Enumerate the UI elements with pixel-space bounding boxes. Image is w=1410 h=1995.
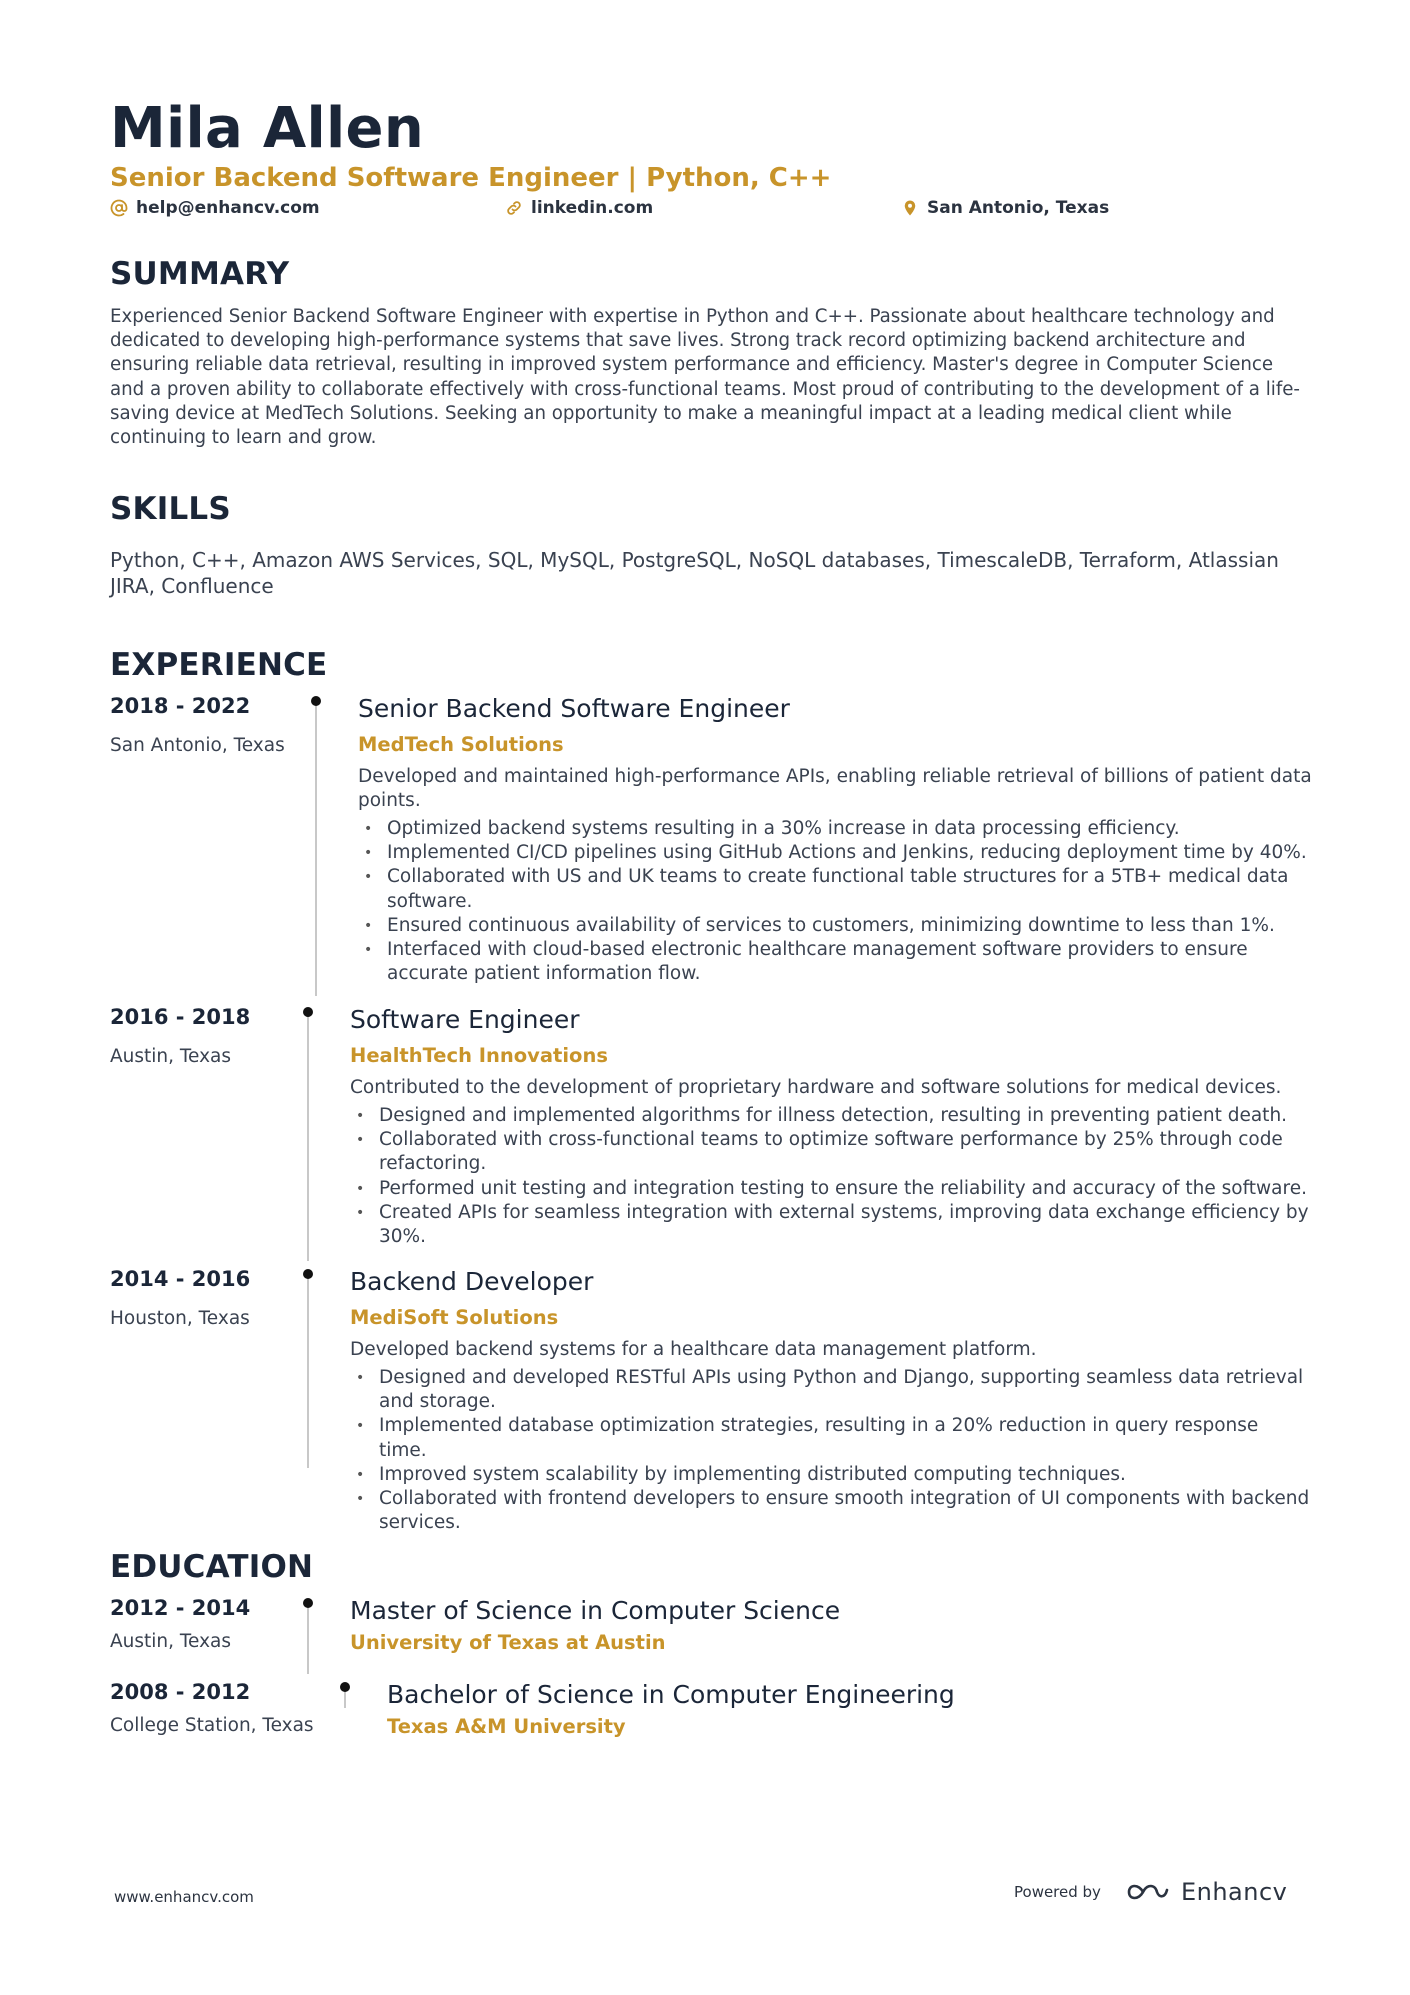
- timeline-line: [307, 1011, 309, 1261]
- education-heading: EDUCATION: [110, 1549, 314, 1585]
- experience-heading: EXPERIENCE: [110, 647, 328, 683]
- timeline-line: [315, 700, 317, 996]
- job-location: San Antonio, Texas: [110, 735, 285, 756]
- bullet-item: • Ensured continuous availability of services to customers, minimizing downtime to less than 1%.: [364, 914, 1275, 936]
- bullet-item: • Designed and implemented algorithms for illness detection, resulting in preventing patient death.: [356, 1105, 1288, 1126]
- bullet-item: • Collaborated with frontend developers to ensure smooth integration of UI components with backend services.: [356, 1488, 1310, 1534]
- job-bullets: [350, 1104, 1310, 1249]
- job-bullets: [350, 1366, 1310, 1535]
- degree-title: Bachelor of Science in Computer Engineering: [387, 1680, 955, 1709]
- website-text[interactable]: linkedin.com: [531, 198, 654, 218]
- bullet-text: Improved system scalability by implementing distributed computing techniques.: [379, 1463, 1126, 1485]
- bullet-item: • Collaborated with US and UK teams to create functional table structures for a 5TB+ medical data software.: [364, 866, 1289, 912]
- company-name: HealthTech Innovations: [350, 1044, 608, 1067]
- skills-text: Python, C++, Amazon AWS Services, SQL, MySQL, PostgreSQL, NoSQL databases, TimescaleDB, Terraform, Atlassian JIRA, Confluence: [110, 548, 1279, 598]
- email-text[interactable]: help@enhancv.com: [136, 198, 320, 218]
- at-sign-icon: [110, 199, 128, 217]
- job-location: Austin, Texas: [110, 1046, 232, 1067]
- contact-website[interactable]: [505, 198, 653, 218]
- bullet-text: Implemented database optimization strategies, resulting in a 20% reduction in query response time.: [379, 1415, 1259, 1461]
- timeline-dot: [303, 1269, 313, 1279]
- bullet-text: Designed and developed RESTful APIs using Python and Django, supporting seamless data retrieval and storage.: [379, 1367, 1304, 1413]
- bullet-text: Performed unit testing and integration testing to ensure the reliability and accuracy of the software.: [379, 1177, 1307, 1199]
- job-dates: 2014 - 2016: [110, 1267, 251, 1291]
- bullet-item: • Improved system scalability by implementing distributed computing techniques.: [356, 1463, 1126, 1485]
- school-name: Texas A&M University: [387, 1715, 626, 1738]
- job-title: Backend Developer: [350, 1267, 594, 1296]
- education-dates: 2012 - 2014: [110, 1596, 251, 1620]
- school-name: University of Texas at Austin: [350, 1631, 666, 1654]
- enhancv-logo[interactable]: [1125, 1878, 1287, 1906]
- summary-text: Experienced Senior Backend Software Engineer with expertise in Python and C++. Passionate about healthcare technology and dedicated to developing high-performance systems that save lives. Strong track record optimizing backend architecture and ensuring reliable data retrieval, resulting in improved system performance and efficiency. Master's degree in Computer Science and a proven ability to collaborate effectively with cross-functional teams. Most proud of contributing to the development of a life-saving device at MedTech Solutions. Seeking an opportunity to make a meaningful impact at a leading medical client while continuing to learn and grow.: [110, 306, 1300, 449]
- bullet-text: Designed and implemented algorithms for illness detection, resulting in preventing patient death.: [379, 1105, 1288, 1126]
- timeline-dot: [340, 1682, 350, 1692]
- education-location: Austin, Texas: [110, 1631, 232, 1652]
- summary-heading: SUMMARY: [110, 256, 290, 292]
- powered-by-text: Powered by: [1014, 1883, 1101, 1901]
- bullet-item: • Performed unit testing and integration testing to ensure the reliability and accuracy of the software.: [356, 1177, 1307, 1199]
- bullet-text: Created APIs for seamless integration with external systems, improving data exchange efficiency by 30%.: [379, 1201, 1309, 1248]
- contact-location: [901, 198, 1109, 218]
- job-dates: 2018 - 2022: [110, 694, 251, 718]
- enhancv-logo-icon: [1125, 1879, 1171, 1905]
- skills-heading: SKILLS: [110, 491, 231, 527]
- footer-branding: [1014, 1878, 1287, 1906]
- bullet-item: • Implemented CI/CD pipelines using GitHub Actions and Jenkins, reducing deployment time by 40%.: [364, 842, 1307, 864]
- job-title: Software Engineer: [350, 1005, 580, 1034]
- job-bullets: [358, 817, 1318, 986]
- candidate-name: Mila Allen: [110, 96, 424, 161]
- brand-text: Enhancv: [1180, 1878, 1288, 1906]
- bullet-text: Collaborated with cross-functional teams to optimize software performance by 25% through code refactoring.: [379, 1129, 1283, 1175]
- education-location: College Station, Texas: [110, 1715, 314, 1736]
- bullet-item: • Collaborated with cross-functional teams to optimize software performance by 25% through code refactoring.: [356, 1129, 1283, 1175]
- timeline-dot: [311, 696, 321, 706]
- bullet-text: Interfaced with cloud-based electronic healthcare management software providers to ensure accurate patient information flow.: [387, 939, 1248, 985]
- bullet-item: • Optimized backend systems resulting in a 30% increase in data processing efficiency.: [364, 818, 1180, 839]
- location-text: San Antonio, Texas: [927, 198, 1110, 218]
- candidate-headline: Senior Backend Software Engineer | Python, C++: [110, 163, 832, 193]
- company-name: MediSoft Solutions: [350, 1306, 559, 1329]
- job-description: Developed and maintained high-performance APIs, enabling reliable retrieval of billions of patient data points.: [358, 766, 1312, 812]
- job-description: Contributed to the development of proprietary hardware and software solutions for medical devices.: [350, 1077, 1282, 1098]
- bullet-text: Collaborated with frontend developers to ensure smooth integration of UI components with backend services.: [379, 1488, 1310, 1534]
- bullet-item: • Designed and developed RESTful APIs using Python and Django, supporting seamless data retrieval and storage.: [356, 1367, 1304, 1413]
- timeline-line: [307, 1273, 309, 1468]
- timeline-line: [307, 1602, 309, 1674]
- education-dates: 2008 - 2012: [110, 1680, 251, 1704]
- bullet-item: • Implemented database optimization strategies, resulting in a 20% reduction in query response time.: [356, 1415, 1259, 1461]
- location-pin-icon: [901, 199, 919, 217]
- job-description: Developed backend systems for a healthcare data management platform.: [350, 1339, 1037, 1360]
- contact-email[interactable]: [110, 198, 320, 218]
- bullet-text: Ensured continuous availability of services to customers, minimizing downtime to less than 1%.: [387, 914, 1275, 936]
- bullet-text: Collaborated with US and UK teams to create functional table structures for a 5TB+ medical data software.: [387, 866, 1289, 912]
- bullet-text: Implemented CI/CD pipelines using GitHub Actions and Jenkins, reducing deployment time by 40%.: [387, 842, 1307, 864]
- company-name: MedTech Solutions: [358, 733, 564, 756]
- timeline-dot: [303, 1598, 313, 1608]
- job-location: Houston, Texas: [110, 1308, 250, 1329]
- bullet-item: • Interfaced with cloud-based electronic healthcare management software providers to ensure accurate patient information flow.: [364, 939, 1248, 985]
- footer-website-link[interactable]: www.enhancv.com: [114, 1888, 254, 1906]
- bullet-text: Optimized backend systems resulting in a 30% increase in data processing efficiency.: [387, 818, 1180, 839]
- job-title: Senior Backend Software Engineer: [358, 694, 790, 723]
- bullet-item: • Created APIs for seamless integration with external systems, improving data exchange efficiency by 30%.: [356, 1201, 1309, 1248]
- job-dates: 2016 - 2018: [110, 1005, 251, 1029]
- timeline-dot: [303, 1007, 313, 1017]
- link-icon: [505, 199, 523, 217]
- degree-title: Master of Science in Computer Science: [350, 1596, 841, 1625]
